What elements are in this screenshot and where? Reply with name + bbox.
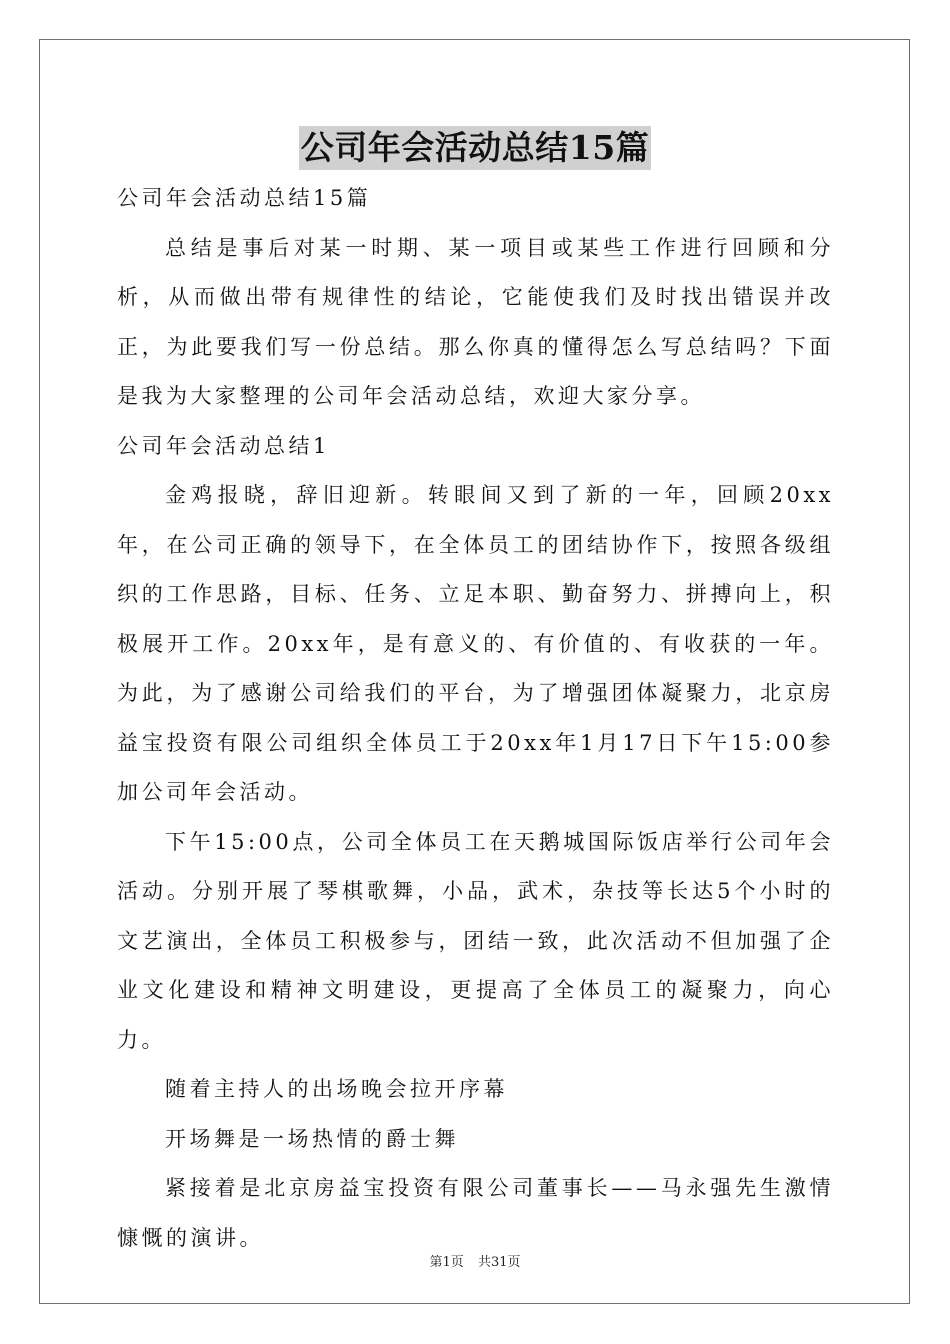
title-container <box>0 126 950 170</box>
page-number: 第1页 <box>429 1255 464 1270</box>
page-footer <box>0 1251 950 1270</box>
section-heading: 公司年会活动总结1 <box>117 433 330 458</box>
body-paragraph-4: 开场舞是一场热情的爵士舞 <box>165 1126 459 1151</box>
subtitle-paragraph: 公司年会活动总结15篇 <box>117 186 372 210</box>
page-total: 共31页 <box>477 1255 521 1270</box>
intro-paragraph: 总结是事后对某一时期、某一项目或某些工作进行回顾和分析，从而做出带有规律性的结论，它能使我们及时找出错误并改正，为此要我们写一份总结。那么你真的懂得怎么写总结吗？下面是我为大家整理的公司年会活动总结，欢迎大家分享。 <box>117 235 834 408</box>
document-body <box>117 174 834 1263</box>
body-paragraph-1: 金鸡报晓，辞旧迎新。转眼间又到了新的一年，回顾20xx年，在公司正确的领导下，在全体员工的团结协作下，按照各级组织的工作思路，目标、任务、立足本职、勤奋努力、拼搏向上，积极展开工作。20xx年，是有意义的、有价值的、有收获的一年。为此，为了感谢公司给我们的平台，为了增强团体凝聚力，北京房益宝投资有限公司组织全体员工于20xx年1月17日下午15:00参加公司年会活动。 <box>117 483 834 804</box>
document-title: 公司年会活动总结15篇 <box>299 126 651 170</box>
body-paragraph-3: 随着主持人的出场晚会拉开序幕 <box>165 1077 508 1101</box>
body-paragraph-2: 下午15:00点，公司全体员工在天鹅城国际饭店举行公司年会活动。分别开展了琴棋歌舞，小品，武术，杂技等长达5个小时的文艺演出，全体员工积极参与，团结一致，此次活动不但加强了企业文化建设和精神文明建设，更提高了全体员工的凝聚力，向心力。 <box>117 829 834 1052</box>
body-paragraph-5: 紧接着是北京房益宝投资有限公司董事长——马永强先生激情慷慨的演讲。 <box>117 1176 834 1250</box>
